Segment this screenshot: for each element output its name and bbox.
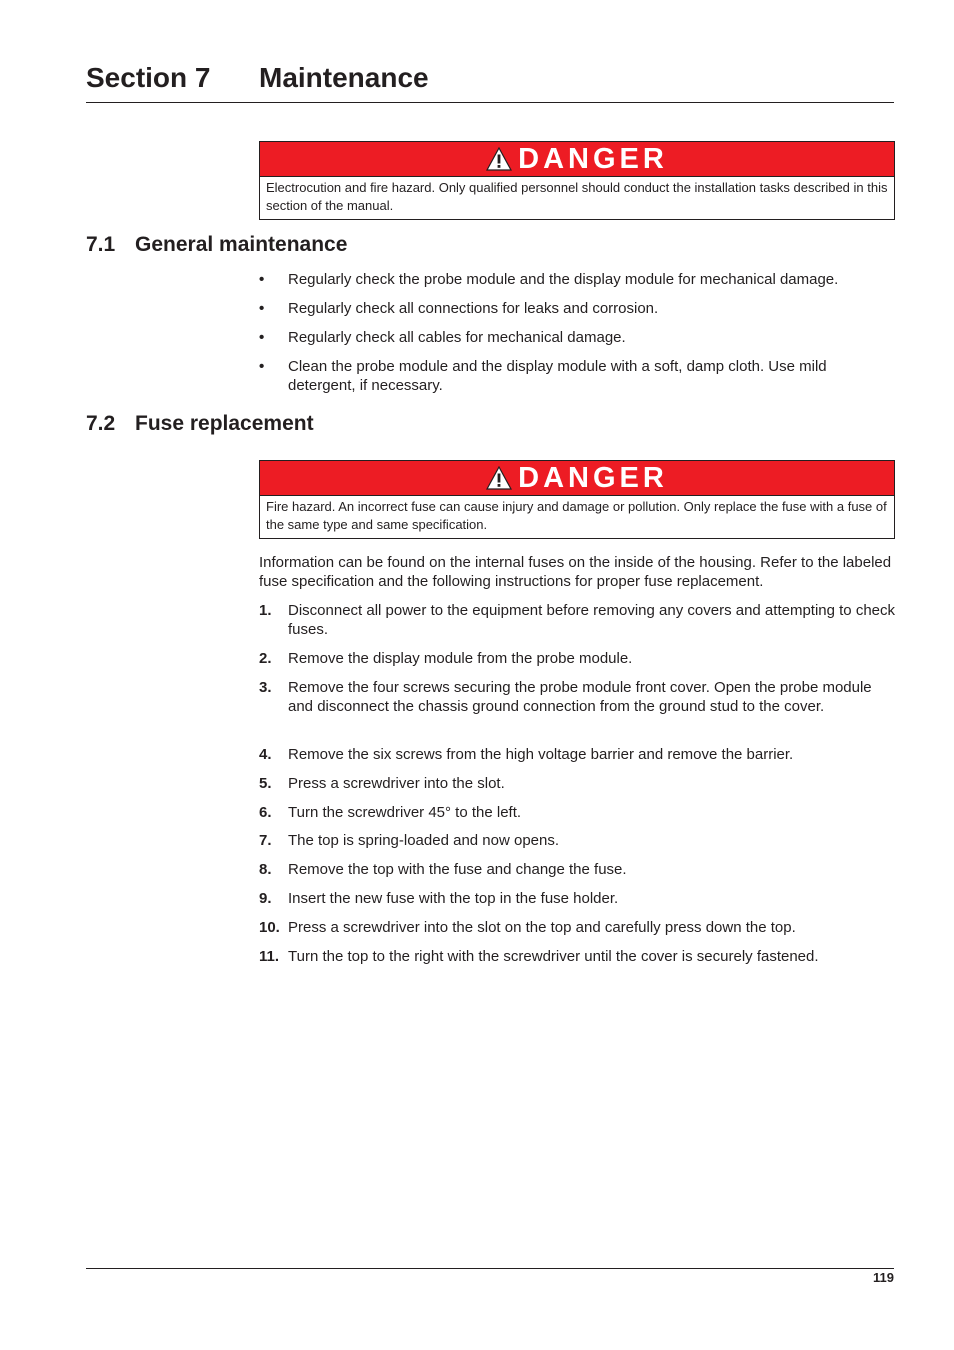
bullet-icon: •	[259, 358, 265, 375]
step-item	[259, 831, 895, 850]
heading-general-maintenance	[86, 233, 347, 257]
warning-triangle-icon	[486, 147, 512, 171]
step-text: Insert the new fuse with the top in the fuse holder.	[288, 890, 619, 907]
list-item	[259, 328, 895, 347]
step-item	[259, 860, 895, 879]
list-item-text: Regularly check all cables for mechanical damage.	[288, 329, 626, 346]
step-number: 3.	[259, 679, 272, 696]
bullet-icon: •	[259, 271, 265, 288]
step-text: Remove the six screws from the high voltage barrier and remove the barrier.	[288, 746, 794, 763]
step-item	[259, 745, 895, 764]
step-text: Remove the top with the fuse and change the fuse.	[288, 861, 627, 878]
step-text: Remove the four screws securing the probe module front cover. Open the probe module and disconnect the chassis ground connection from the ground stud to the cover.	[288, 679, 872, 715]
bullet-icon: •	[259, 329, 265, 346]
heading-number: 7.2	[86, 412, 116, 435]
danger-label: DANGER	[518, 142, 668, 175]
fuse-intro-paragraph: Information can be found on the internal fuses on the inside of the housing. Refer to the labeled fuse specification and the following instructions for proper fuse replacement.	[259, 554, 892, 590]
list-item-text: Clean the probe module and the display module with a soft, damp cloth. Use mild detergent, if necessary.	[288, 358, 827, 394]
step-number: 1.	[259, 602, 272, 619]
warning-triangle-icon	[486, 466, 512, 490]
step-number: 9.	[259, 890, 272, 907]
step-item	[259, 774, 895, 793]
step-text: Remove the display module from the probe module.	[288, 650, 633, 667]
bullet-icon: •	[259, 300, 265, 317]
step-number: 2.	[259, 650, 272, 667]
step-number: 7.	[259, 832, 272, 849]
step-item	[259, 601, 895, 639]
step-number: 10.	[259, 919, 280, 936]
section-title: Maintenance	[259, 62, 429, 93]
footer-rule	[86, 1268, 894, 1269]
step-number: 4.	[259, 746, 272, 763]
step-text: Turn the screwdriver 45° to the left.	[288, 804, 522, 821]
danger-notice-fire	[259, 460, 895, 539]
step-number: 6.	[259, 804, 272, 821]
danger-label: DANGER	[518, 461, 668, 494]
section-number: Section 7	[86, 62, 211, 93]
heading-title: Fuse replacement	[135, 412, 314, 435]
step-item	[259, 803, 895, 822]
step-number: 11.	[259, 948, 280, 965]
step-item	[259, 889, 895, 908]
step-text: The top is spring-loaded and now opens.	[288, 832, 560, 849]
step-text: Turn the top to the right with the screwdriver until the cover is securely fastened.	[288, 948, 819, 965]
list-item-text: Regularly check all connections for leaks and corrosion.	[288, 300, 659, 317]
step-text: Press a screwdriver into the slot on the top and carefully press down the top.	[288, 919, 796, 936]
danger-banner	[260, 461, 894, 496]
danger-text: Electrocution and fire hazard. Only qualified personnel should conduct the installation tasks described in this section of the manual.	[266, 180, 888, 213]
step-item	[259, 678, 877, 716]
heading-fuse-replacement	[86, 412, 314, 436]
danger-text: Fire hazard. An incorrect fuse can cause injury and damage or pollution. Only replace the fuse with a fuse of the same type and same specification.	[266, 499, 887, 532]
heading-number: 7.1	[86, 233, 116, 256]
step-number: 8.	[259, 861, 272, 878]
list-item	[259, 270, 895, 289]
list-item	[259, 299, 895, 318]
step-number: 5.	[259, 775, 272, 792]
list-item-text: Regularly check the probe module and the display module for mechanical damage.	[288, 271, 839, 288]
heading-title: General maintenance	[135, 233, 348, 256]
step-item	[259, 947, 895, 966]
list-item	[259, 357, 869, 395]
danger-banner	[260, 142, 894, 177]
page-number: 119	[873, 1270, 894, 1285]
section-header	[86, 58, 894, 103]
danger-notice-electrocution	[259, 141, 895, 220]
step-text: Press a screwdriver into the slot.	[288, 775, 505, 792]
step-item	[259, 918, 895, 937]
step-item	[259, 649, 895, 668]
step-text: Disconnect all power to the equipment before removing any covers and attempting to check fuses.	[288, 602, 896, 638]
